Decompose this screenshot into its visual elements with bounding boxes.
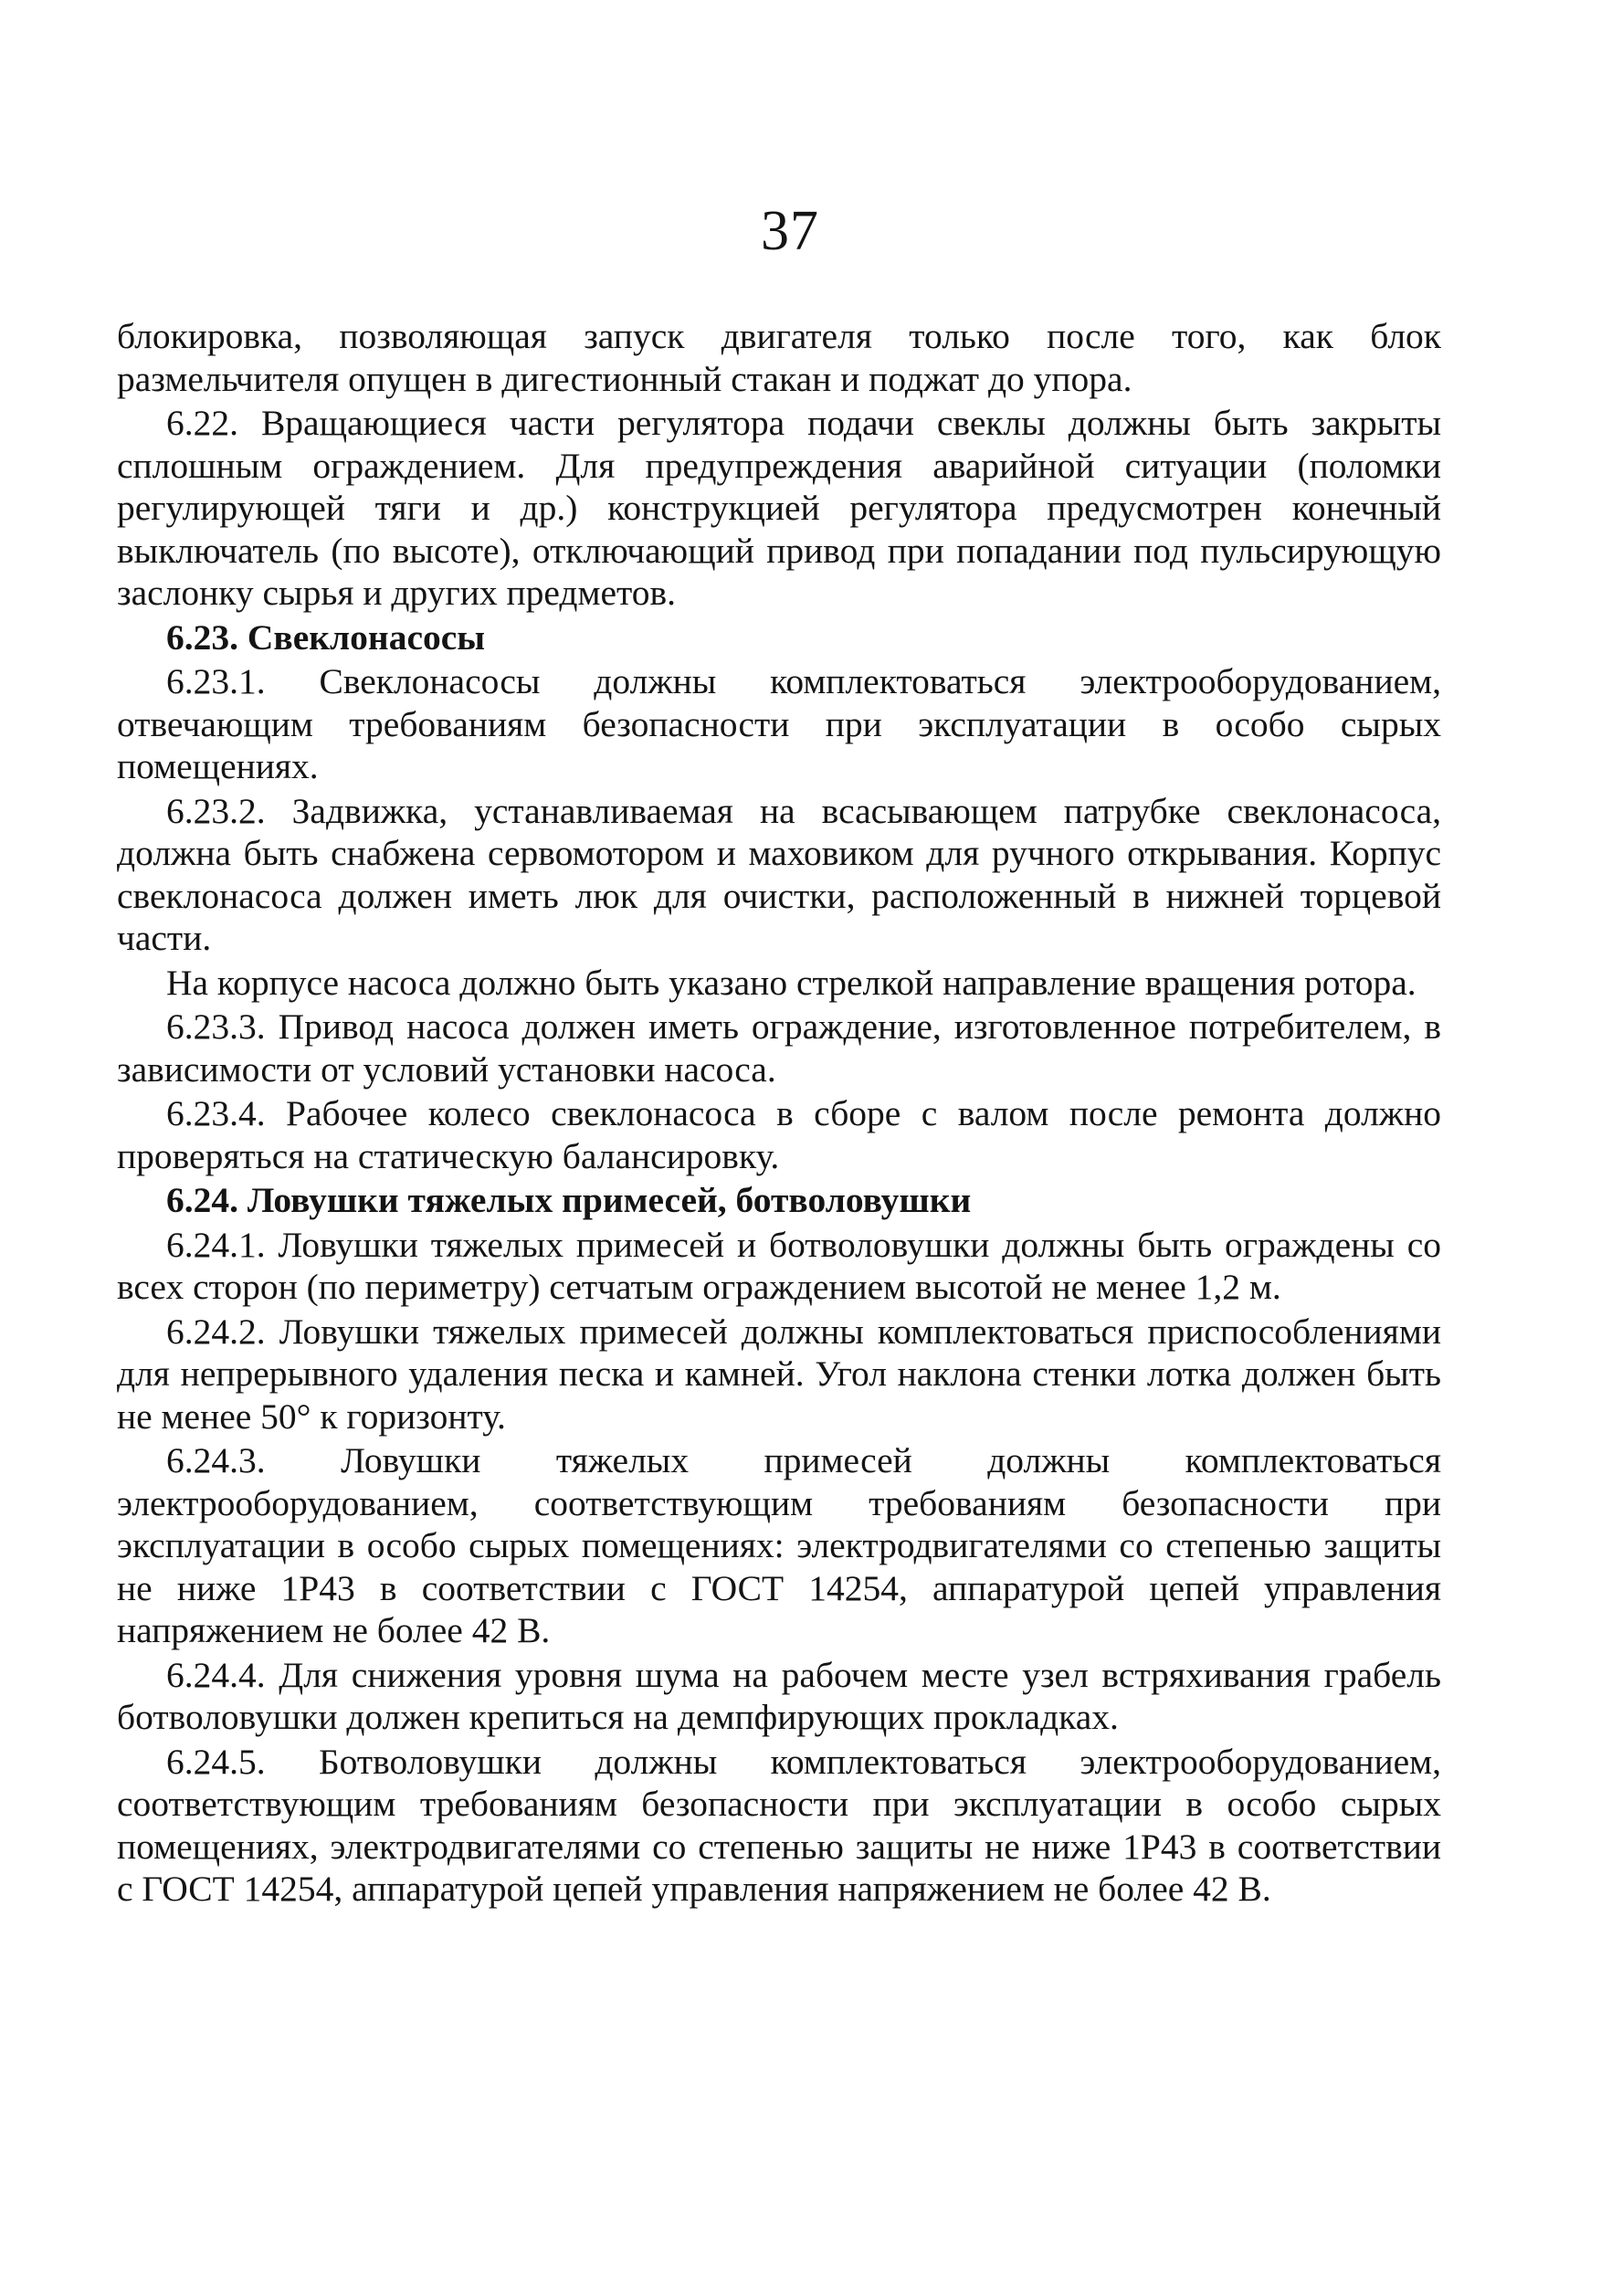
paragraph-6-24-5: 6.24.5. Ботволовушки должны комплектоваться электрооборудованием, соответствующим требованиям безопасности при эксплуатации в особо сырых помещениях, электродвигателями со степенью защиты не ниже 1Р43 в соответствии с ГОСТ 14254, аппаратурой цепей управления напряжением не более 42 В. (117, 1741, 1441, 1909)
paragraph-6-24-4: 6.24.4. Для снижения уровня шума на рабочем месте узел встряхивания грабель ботволовушки должен крепиться на демпфирующих прокладках. (117, 1654, 1441, 1737)
paragraph-6-24-1: 6.24.1. Ловушки тяжелых примесей и ботволовушки должны быть ограждены со всех сторон (по периметру) сетчатым ограждением высотой не менее 1,2 м. (117, 1224, 1441, 1307)
paragraph-6-24-3: 6.24.3. Ловушки тяжелых примесей должны комплектоваться электрооборудованием, соответствующим требованиям безопасности при эксплуатации в особо сырых помещениях: электродвигателями со степенью защиты не ниже 1Р43 в соответствии с ГОСТ 14254, аппаратурой цепей управления напряжением не более 42 В. (117, 1440, 1441, 1650)
paragraph-6-23-1: 6.23.1. Свеклонасосы должны комплектоваться электрооборудованием, отвечающим требованиям безопасности при эксплуатации в особо сырых помещениях. (117, 661, 1441, 786)
section-heading-6-24: 6.24. Ловушки тяжелых примесей, ботволовушки (166, 1180, 972, 1220)
paragraph-6-22: 6.22. Вращающиеся части регулятора подачи свеклы должны быть закрыты сплошным ограждением. Для предупреждения аварийной ситуации (поломки регулирующей тяги и др.) конструкцией регулятора предусмотрен конечный выключатель (по высоте), отключающий привод при попадании под пульсирующую заслонку сырья и других предметов. (117, 403, 1441, 613)
paragraph-6-23-4: 6.23.4. Рабочее колесо свеклонасоса в сборе с валом после ремонта должно проверяться на статическую балансировку. (117, 1093, 1441, 1176)
paragraph-6-23-2-rotation: На корпусе насоса должно быть указано стрелкой направление вращения ротора. (166, 962, 1417, 1003)
body-text (117, 315, 1441, 1912)
page-number: 37 (761, 200, 819, 262)
paragraph-6-23-2: 6.23.2. Задвижка, устанавливаемая на всасывающем патрубке свеклонасоса, должна быть снабжена сервомотором и маховиком для ручного открывания. Корпус свеклонасоса должен иметь люк для очистки, расположенный в нижней торцевой части. (117, 790, 1441, 958)
paragraph-continuation: блокировка, позволяющая запуск двигателя только после того, как блок размельчителя опущен в дигестионный стакан и поджат до упора. (117, 316, 1441, 399)
section-heading-6-23: 6.23. Свеклонасосы (166, 616, 486, 658)
paragraph-6-23-3: 6.23.3. Привод насоса должен иметь ограждение, изготовленное потребителем, в зависимости от условий установки насоса. (117, 1006, 1441, 1090)
paragraph-6-24-2: 6.24.2. Ловушки тяжелых примесей должны комплектоваться приспособлениями для непрерывного удаления песка и камней. Угол наклона стенки лотка должен быть не менее 50° к горизонту. (117, 1311, 1441, 1437)
